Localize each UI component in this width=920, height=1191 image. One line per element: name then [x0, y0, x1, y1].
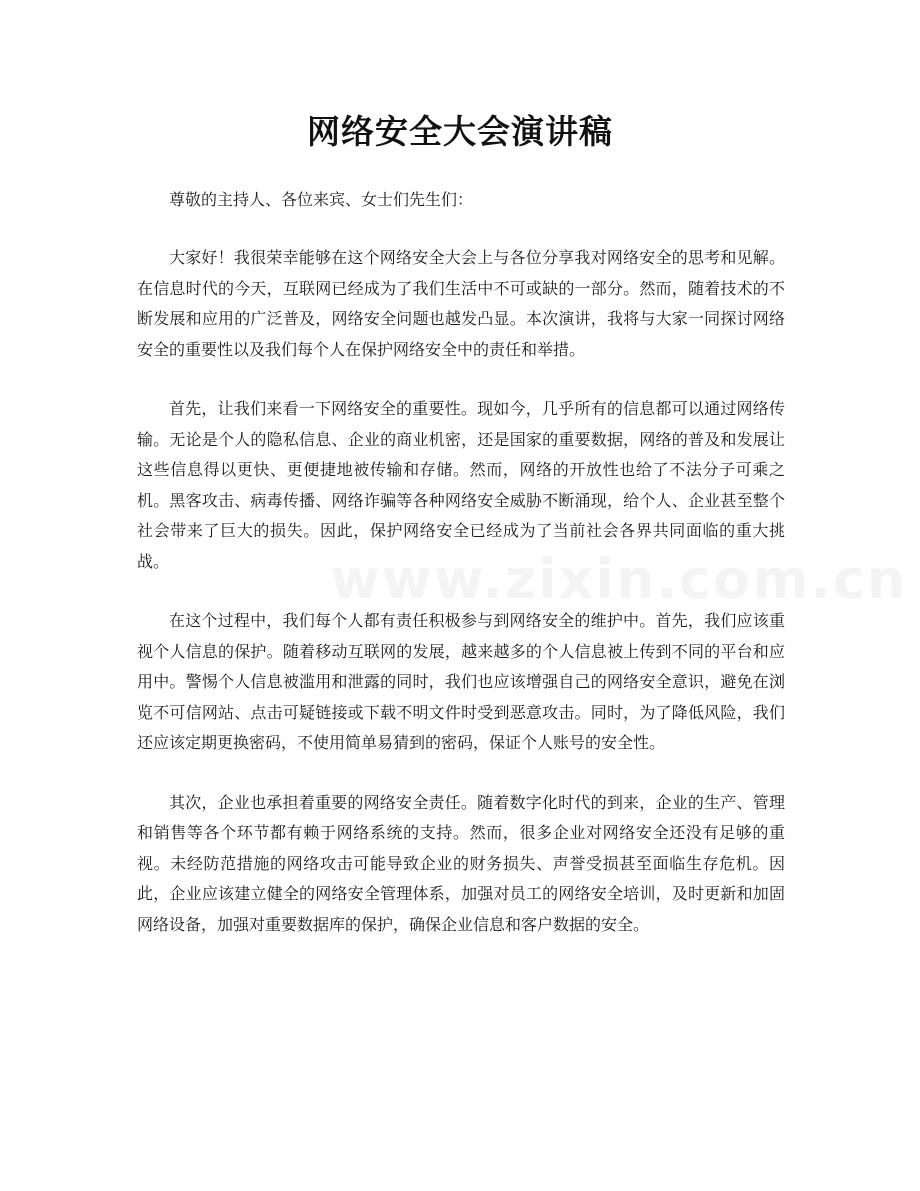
document-title: 网络安全大会演讲稿	[307, 112, 613, 151]
paragraph-2: 首先，让我们来看一下网络安全的重要性。现如今，几乎所有的信息都可以通过网络传输。无论是个人的隐私信息、企业的商业机密，还是国家的重要数据，网络的普及和发展让这些信息得以更快、更便捷地被传输和存储。然而，网络的开放性也给了不法分子可乘之机。黑客攻击、病毒传播、网络诈骗等各种网络安全威胁不断涌现，给个人、企业甚至整个社会带来了巨大的损失。因此，保护网络安全已经成为了当前社会各界共同面临的重大挑战。	[137, 399, 785, 571]
document-body	[137, 185, 785, 969]
salutation: 尊敬的主持人、各位来宾、女士们先生们：	[169, 190, 474, 209]
paragraph-1: 大家好！我很荣幸能够在这个网络安全大会上与各位分享我对网络安全的思考和见解。在信息时代的今天，互联网已经成为了我们生活中不可或缺的一部分。然而，随着技术的不断发展和应用的广泛普及，网络安全问题也越发凸显。本次演讲，我将与大家一同探讨网络安全的重要性以及我们每个人在保护网络安全中的责任和举措。	[137, 248, 785, 359]
paragraph-3: 在这个过程中，我们每个人都有责任积极参与到网络安全的维护中。首先，我们应该重视个人信息的保护。随着移动互联网的发展，越来越多的个人信息被上传到不同的平台和应用中。警惕个人信息被滥用和泄露的同时，我们也应该增强自己的网络安全意识，避免在浏览不可信网站、点击可疑链接或下载不明文件时受到恶意攻击。同时，为了降低风险，我们还应该定期更换密码，不使用简单易猜到的密码，保证个人账号的安全性。	[137, 611, 785, 752]
paragraph-4: 其次，企业也承担着重要的网络安全责任。随着数字化时代的到来，企业的生产、管理和销售等各个环节都有赖于网络系统的支持。然而，很多企业对网络安全还没有足够的重视。未经防范措施的网络攻击可能导致企业的财务损失、声誉受损甚至面临生存危机。因此，企业应该建立健全的网络安全管理体系，加强对员工的网络安全培训，及时更新和加固网络设备，加强对重要数据库的保护，确保企业信息和客户数据的安全。	[137, 792, 785, 934]
